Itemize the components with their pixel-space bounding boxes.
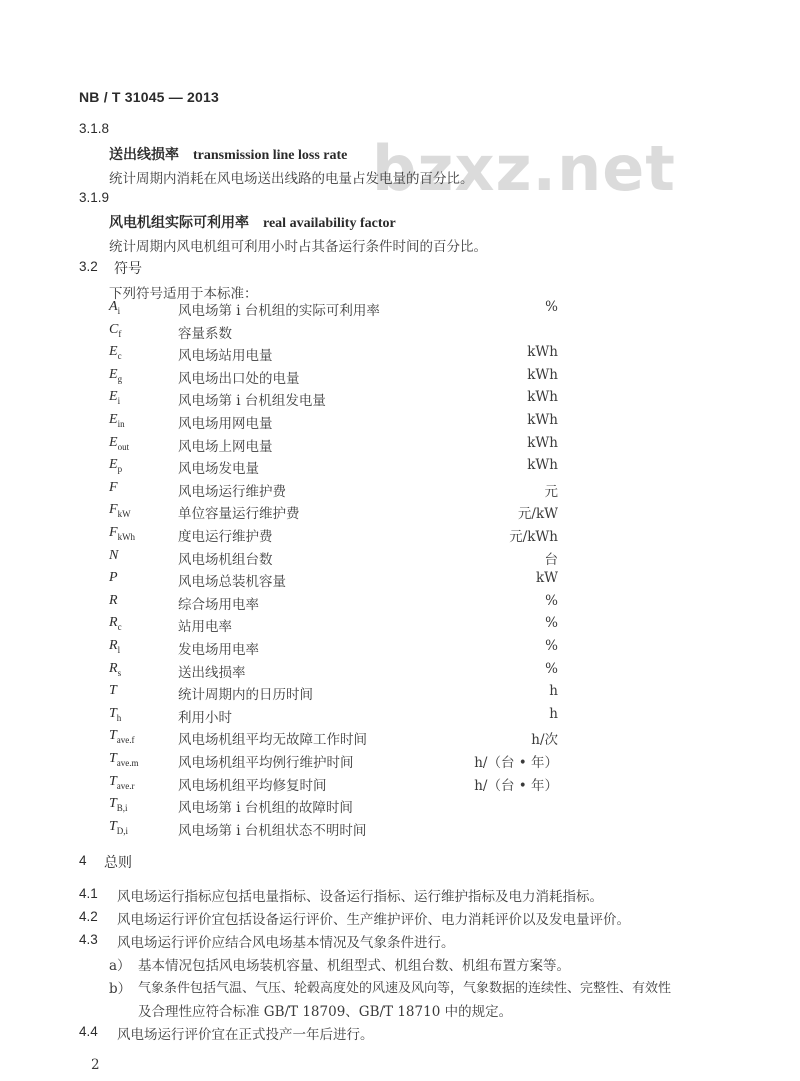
clause-number: 4.1: [79, 886, 98, 901]
symbol: [109, 728, 135, 745]
symbol-subscript: i: [117, 396, 121, 407]
symbol-unit: kWh: [527, 389, 558, 406]
symbol: [109, 661, 121, 678]
symbol-description: 单位容量运行维护费: [178, 506, 300, 523]
symbol: [109, 751, 139, 768]
symbol-row: [0, 661, 800, 683]
symbol-main: A: [109, 299, 118, 314]
term-definition: 统计周期内消耗在风电场送出线路的电量占发电量的百分比。: [109, 171, 474, 187]
symbol-description: 风电场运行维护费: [178, 483, 286, 500]
symbol-main: E: [109, 457, 118, 473]
symbol-main: T: [109, 705, 117, 721]
symbol-description: 站用电率: [178, 619, 232, 636]
symbol-row: [0, 706, 800, 728]
symbol: [109, 412, 125, 429]
symbol-main: R: [109, 615, 118, 631]
symbol-main: T: [109, 683, 117, 699]
symbol-row: [0, 525, 800, 547]
symbol-subscript: h: [116, 712, 122, 723]
symbol-main: E: [109, 389, 118, 405]
symbol-row: [0, 774, 800, 796]
symbol-unit: kWh: [527, 434, 558, 451]
symbol-row: [0, 728, 800, 750]
symbol-main: E: [109, 412, 118, 427]
symbol-unit: %: [545, 592, 558, 609]
symbol-description: 利用小时: [178, 709, 232, 726]
symbol-unit: h/（台 • 年）: [474, 777, 558, 794]
clause-number: 3.1.9: [79, 190, 110, 205]
symbol-row: [0, 683, 800, 705]
symbol-description: 风电场第 i 台机组发电量: [178, 393, 326, 410]
list-item-label: b）: [109, 981, 132, 997]
symbol: [109, 819, 128, 836]
watermark: bzxz.net: [372, 132, 676, 205]
symbol-main: E: [109, 434, 118, 450]
term-heading: [109, 212, 396, 232]
list-item-text: 基本情况包括风电场装机容量、机组型式、机组台数、机组布置方案等。: [138, 958, 570, 974]
symbol-main: N: [109, 547, 119, 563]
symbol: [109, 525, 135, 542]
list-item-label: a）: [109, 958, 131, 974]
symbol-description: 风电场上网电量: [178, 438, 273, 455]
document-code-header: NB / T 31045 — 2013: [79, 89, 219, 105]
symbol: [109, 796, 128, 813]
symbol-main: F: [109, 502, 118, 518]
symbol-unit: h/（台 • 年）: [474, 755, 558, 771]
symbol-subscript: out: [117, 441, 130, 452]
symbol-subscript: ave.r: [116, 780, 135, 791]
symbol-main: P: [109, 570, 118, 586]
symbol-subscript: l: [117, 644, 121, 655]
symbol-main: T: [109, 728, 117, 744]
symbol-description: 风电场第 i 台机组的故障时间: [178, 800, 353, 817]
symbol-main: R: [109, 660, 118, 676]
symbol-description: 综合场用电率: [178, 596, 259, 613]
clause-number: 3.1.8: [79, 121, 110, 136]
term-chinese: 风电机组实际可利用率: [109, 215, 249, 231]
term-english: transmission line loss rate: [193, 148, 348, 163]
symbol-row: [0, 457, 800, 479]
symbol: [109, 615, 122, 632]
symbol-main: T: [109, 796, 117, 812]
page-number: 2: [91, 1057, 100, 1073]
symbol-description: 风电场总装机容量: [178, 574, 286, 591]
symbol: [109, 435, 129, 452]
symbol-description: 风电场机组平均修复时间: [178, 777, 327, 794]
symbol-description: 风电场站用电量: [178, 348, 273, 365]
symbol-description: 风电场机组平均例行维护时间: [178, 755, 354, 771]
symbol: [109, 344, 122, 361]
symbol-description: 风电场出口处的电量: [178, 370, 300, 387]
symbol-subscript: p: [117, 463, 123, 474]
symbol-description: 度电运行维护费: [178, 529, 273, 545]
symbol: [109, 502, 131, 519]
symbol-row: [0, 638, 800, 660]
symbol-subscript: i: [117, 305, 121, 316]
symbol-unit: kWh: [527, 457, 558, 474]
symbol-description: 风电场机组台数: [178, 551, 273, 568]
symbol: [109, 322, 121, 339]
symbol: [109, 480, 118, 497]
symbol-unit: kWh: [527, 344, 558, 361]
symbol-unit: 元/kW: [517, 506, 558, 523]
clause-text: 风电场运行评价宜在正式投产一年后进行。: [117, 1027, 374, 1043]
symbol-row: [0, 819, 800, 841]
symbol-row: [0, 435, 800, 457]
section-number: 4: [79, 853, 87, 868]
term-definition: 统计周期内风电机组可利用小时占其备运行条件时间的百分比。: [109, 239, 487, 255]
symbol-unit: 台: [544, 551, 558, 568]
symbol: [109, 570, 118, 587]
symbol-main: T: [109, 773, 117, 789]
symbol-main: F: [109, 479, 118, 495]
symbol-row: [0, 593, 800, 615]
symbol-description: 发电场用电率: [178, 642, 259, 658]
symbol-main: R: [109, 592, 118, 608]
symbol-main: T: [109, 751, 117, 766]
symbol-description: 风电场第 i 台机组状态不明时间: [178, 822, 367, 839]
symbol-description: 风电场第 i 台机组的实际可利用率: [178, 303, 380, 319]
symbol-row: [0, 796, 800, 818]
symbol-unit: %: [545, 299, 558, 315]
symbol-unit: %: [545, 638, 558, 654]
symbol: [109, 706, 121, 723]
section-number: 3.2: [79, 259, 98, 274]
symbol-unit: h: [549, 705, 558, 722]
symbol: [109, 774, 135, 791]
symbol-row: [0, 751, 800, 773]
term-heading: [109, 144, 347, 164]
symbol-row: [0, 548, 800, 570]
symbol: [109, 367, 122, 384]
symbol-description: 送出线损率: [178, 664, 246, 681]
symbol-row: [0, 322, 800, 344]
symbol-row: [0, 570, 800, 592]
symbol-unit: kWh: [527, 412, 558, 428]
symbol-description: 风电场用网电量: [178, 416, 273, 432]
symbol-subscript: s: [117, 667, 122, 678]
symbol-row: [0, 299, 800, 321]
symbol-row: [0, 502, 800, 524]
symbol: [109, 593, 118, 610]
symbol-main: C: [109, 321, 119, 337]
symbol-unit: kW: [535, 570, 558, 587]
clause-text: 风电场运行评价宜包括设备运行评价、生产维护评价、电力消耗评价以及发电量评价。: [117, 912, 630, 928]
symbol-row: [0, 615, 800, 637]
symbol: [109, 638, 120, 655]
symbol-description: 风电场发电量: [178, 461, 259, 478]
list-item-text-continued: 及合理性应符合标准 GB/T 18709、GB/T 18710 中的规定。: [138, 1004, 513, 1020]
clause-text: 风电场运行指标应包括电量指标、设备运行指标、运行维护指标及电力消耗指标。: [117, 889, 603, 905]
symbol-row: [0, 389, 800, 411]
symbol-subscript: c: [117, 350, 122, 361]
symbol-unit: 元: [544, 483, 558, 500]
symbol-description: 统计周期内的日历时间: [178, 687, 313, 704]
symbol-main: E: [109, 366, 118, 382]
symbol-main: F: [109, 525, 118, 540]
symbol-unit: h: [549, 683, 558, 700]
symbol-subscript: ave.m: [116, 757, 139, 768]
clause-number: 4.2: [79, 909, 98, 924]
section-title: 符号: [114, 261, 142, 277]
symbol-subscript: kWh: [117, 531, 136, 542]
symbol-unit: kWh: [527, 366, 558, 383]
symbol: [109, 548, 118, 565]
symbol-subscript: ave.f: [116, 735, 135, 746]
symbol: [109, 457, 122, 474]
symbol-unit: %: [545, 615, 558, 632]
symbol-row: [0, 480, 800, 502]
symbol: [109, 683, 117, 700]
clause-number: 4.4: [79, 1024, 98, 1039]
symbol-subscript: B,i: [116, 802, 128, 813]
symbols-intro: 下列符号适用于本标准：: [109, 286, 258, 302]
symbol-unit: %: [545, 660, 558, 677]
symbol-unit: 元/kWh: [509, 529, 558, 545]
symbol-description: 风电场机组平均无故障工作时间: [178, 732, 367, 749]
symbol: [109, 299, 120, 316]
symbol-main: T: [109, 818, 117, 834]
symbol-row: [0, 412, 800, 434]
symbol-subscript: f: [118, 328, 122, 339]
clause-number: 4.3: [79, 932, 98, 947]
term-english: real availability factor: [263, 216, 396, 231]
symbol-row: [0, 344, 800, 366]
symbol-main: R: [109, 638, 118, 653]
symbol-subscript: in: [117, 418, 125, 429]
symbol-unit: h/次: [531, 732, 558, 749]
symbol-subscript: kW: [117, 509, 131, 520]
symbol-subscript: D,i: [116, 825, 129, 836]
symbol-subscript: c: [117, 622, 122, 633]
symbol: [109, 389, 120, 406]
symbol-main: E: [109, 344, 118, 360]
section-title: 总则: [104, 855, 132, 871]
symbol-subscript: g: [117, 373, 123, 384]
term-chinese: 送出线损率: [109, 147, 179, 163]
clause-text: 风电场运行评价应结合风电场基本情况及气象条件进行。: [117, 935, 455, 951]
symbol-row: [0, 367, 800, 389]
symbol-description: 容量系数: [178, 325, 232, 342]
list-item-text: 气象条件包括气温、气压、轮毂高度处的风速及风向等，气象数据的连续性、完整性、有效性: [138, 981, 672, 996]
